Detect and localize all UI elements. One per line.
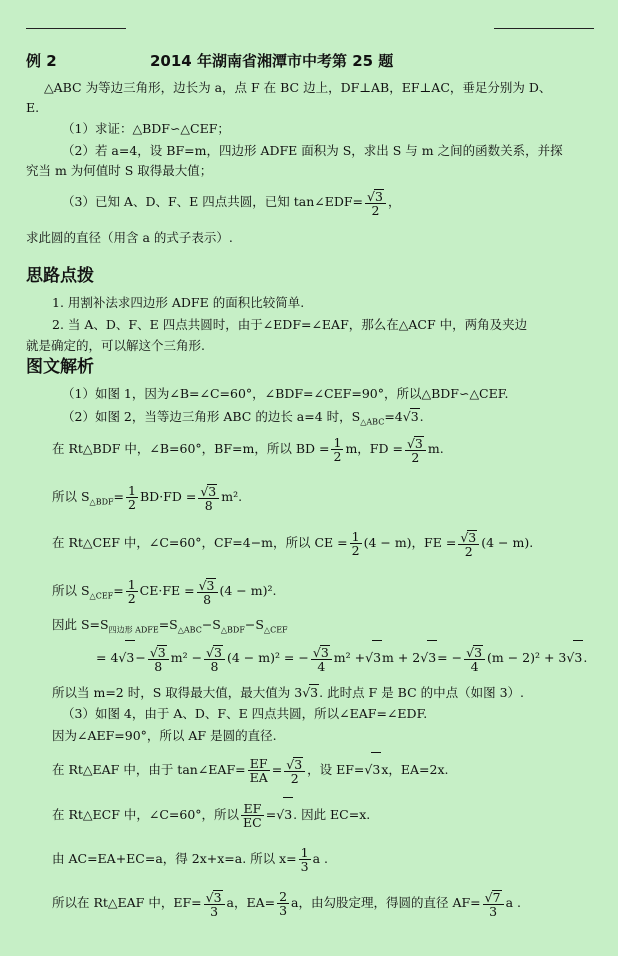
solution-area-bdf: 所以 $S_{\triangle BDF}=$ $\frac{1}{2}$ BD·FD = $\frac{√3}{8}$ m². [52,483,243,513]
solution-area-expansion: = 4√3− $\frac{√3}{8}$ m² − $\frac{√3}{8}$ (4 − m)² = − $\frac{√3}{4}$ m² +√3m + 2√3= − $\frac{√3}{4}$ (m − 2)² + 3√3. [96,640,587,675]
question-3-cont: 求此圆的直径（用含 a 的式子表示）. [26,230,233,245]
example-label: 例 2 [26,52,57,70]
hint-2-cont: 就是确定的，可以解这个三角形. [26,338,205,353]
question-2-cont: 究当 m 为何值时 S 取得最大值； [26,163,213,178]
solution-line-cef: 在 Rt△CEF 中，∠C=60°，CF=4−m，所以 CE = $\frac{1}{2}$ (4 − m)，FE = $\frac{√3}{2}$ (4 − m). [52,529,534,559]
solution-solve-x: 由 AC=EA+EC=a，得 2x+x=a. 所以 x= $\frac{1}{3}$ a . [52,845,329,874]
problem-stem-end: E. [26,100,40,115]
solution-area-s: 因此 $S=S_{四边形 ADFE}=S_{\triangle ABC}-S_{\triangle BDF}-S_{\triangle CEF}$ [52,617,288,635]
question-1: （1）求证：△BDF∽△CEF； [62,121,230,136]
question-3: （3）已知 A、D、F、E 四点共圆，已知 tan∠EDF= $\frac{√3}{2}$ ， [62,188,401,218]
solution-part-2: （2）如图 2，当等边三角形 ABC 的边长 a=4 时，$S_{\triangle ABC}=4√3$. [62,409,424,427]
solution-area-cef: 所以 $S_{\triangle CEF}=$ $\frac{1}{2}$ CE·FE = $\frac{√3}{8}$ (4 − m)². [52,577,277,607]
hint-1: 1. 用割补法求四边形 ADFE 的面积比较简单. [52,295,305,310]
solution-diameter-note: 因为∠AEF=90°，所以 AF 是圆的直径. [52,728,277,743]
solution-part-1: （1）如图 1，因为∠B=∠C=60°，∠BDF=∠CEF=90°，所以△BDF∽△CEF. [62,386,509,401]
solution-line-bdf: 在 Rt△BDF 中，∠B=60°，BF=m，所以 BD = $\frac{1}{2}$ m，FD = $\frac{√3}{2}$ m. [52,435,444,465]
solution-ecf: 在 Rt△ECF 中，∠C=60°，所以 $\frac{EF}{EC}$ =√3. 因此 EC=x. [52,797,370,832]
solution-final-diameter: 所以在 Rt△EAF 中，EF= $\frac{√3}{3}$ a，EA= $\frac{2}{3}$ a，由勾股定理，得圆的直径 AF= $\frac{√7}{3}$ a . [52,889,521,919]
hint-2: 2. 当 A、D、F、E 四点共圆时，由于∠EDF=∠EAF，那么在△ACF 中，两角及夹边 [52,317,528,332]
top-rule-right [494,28,594,29]
top-rule-left [26,28,126,29]
question-2: （2）若 a=4，设 BF=m，四边形 ADFE 面积为 S，求出 S 与 m 之间的函数关系，并探 [62,143,563,158]
problem-source: 2014 年湖南省湘潭市中考第 25 题 [150,52,394,70]
solution-tan-eaf: 在 Rt△EAF 中，由于 tan∠EAF= $\frac{EF}{EA}$ = $\frac{√3}{2}$ ，设 EF=√3x，EA=2x. [52,752,448,787]
fraction: $\frac{√3}{2}$ [365,189,386,217]
problem-stem: △ABC 为等边三角形，边长为 a，点 F 在 BC 边上，DF⊥AB，EF⊥AC，垂足分别为 D、 [44,80,552,95]
solution-heading: 图文解析 [26,357,94,377]
question-3-text: （3）已知 A、D、F、E 四点共圆，已知 tan∠EDF= [62,194,364,209]
hints-heading: 思路点拨 [26,266,94,286]
solution-max-value: 所以当 m=2 时，S 取得最大值，最大值为 3√3. 此时点 F 是 BC 的中点（如图 3）. [52,685,525,700]
solution-part-3: （3）如图 4，由于 A、D、F、E 四点共圆，所以∠EAF=∠EDF. [62,706,428,721]
